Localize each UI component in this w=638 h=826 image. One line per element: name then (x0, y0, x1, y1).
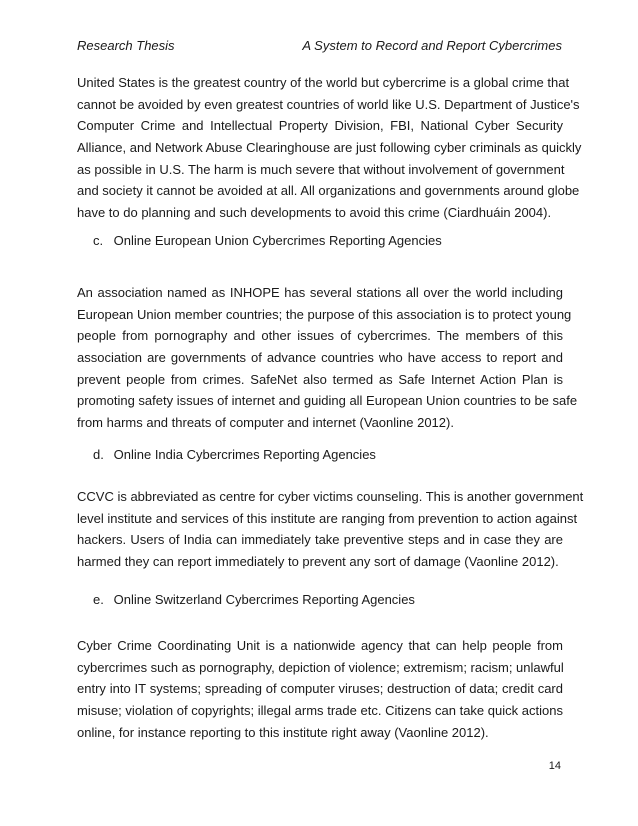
heading-text: Online India Cybercrimes Reporting Agencies (113, 447, 376, 462)
paragraph-european-union (77, 282, 578, 434)
text-line: CCVC is abbreviated as centre for cyber victims counseling. This is another government (77, 489, 584, 504)
text-line: people from pornography and other issues of cybercrimes. The members of this (77, 328, 563, 344)
text-line: level institute and services of this institute are ranging from prevention to action against (77, 510, 578, 526)
text-line: Computer Crime and Intellectual Property Division, FBI, National Cyber Security (77, 118, 563, 134)
text-line: harmed they can report immediately to prevent any sort of damage (Vaonline 2012). (77, 554, 559, 570)
text-line: European Union member countries; the purpose of this association is to protect young (77, 306, 572, 322)
list-label: c. (93, 233, 104, 248)
section-heading-e (93, 592, 415, 608)
list-label: e. (93, 592, 104, 607)
text-line: and society it cannot be avoided at all. All organizations and governments around globe (77, 183, 580, 199)
text-line: cannot be avoided by even greatest countries of world like U.S. Department of Justice's (77, 96, 580, 112)
text-line: cybercrimes such as pornography, depiction of violence; extremism; racism; unlawful (77, 659, 564, 675)
heading-text: Online Switzerland Cybercrimes Reporting Agencies (113, 592, 415, 607)
text-line: United States is the greatest country of the world but cybercrime is a global crime that (77, 75, 570, 90)
text-line: have to do planning and such developments to avoid this crime (Ciardhuáin 2004). (77, 205, 552, 221)
paragraph-india (77, 486, 584, 573)
text-line: Cyber Crime Coordinating Unit is a nationwide agency that can help people from (77, 638, 563, 653)
text-line: association are governments of advance countries who have access to report and (77, 350, 563, 366)
text-line: online, for instance reporting to this institute right away (Vaonline 2012). (77, 724, 489, 740)
text-line: misuse; violation of copyrights; illegal arms trade etc. Citizens can take quick actions (77, 703, 563, 719)
text-line: entry into IT systems; spreading of computer viruses; destruction of data; credit card (77, 681, 563, 697)
text-line: prevent people from crimes. SafeNet also termed as Safe Internet Action Plan is (77, 371, 563, 387)
list-label: d. (93, 447, 104, 462)
text-line: promoting safety issues of internet and guiding all European Union countries to be safe (77, 393, 578, 409)
text-line: as possible in U.S. The harm is much severe that without involvement of government (77, 161, 565, 177)
page-number: 14 (548, 760, 561, 772)
paragraph-united-states (77, 72, 582, 224)
text-line: Alliance, and Network Abuse Clearinghouse are just following cyber criminals as quickly (77, 140, 582, 156)
section-heading-c (93, 233, 442, 249)
text-line: hackers. Users of India can immediately take preventive steps and in case they are (77, 532, 563, 548)
text-line: from harms and threats of computer and internet (Vaonline 2012). (77, 415, 454, 431)
section-heading-d (93, 447, 376, 463)
running-header-left: Research Thesis (77, 38, 175, 53)
heading-text: Online European Union Cybercrimes Reporting Agencies (113, 233, 442, 248)
paragraph-switzerland (77, 635, 563, 743)
text-line: An association named as INHOPE has several stations all over the world including (77, 285, 563, 300)
running-header-right: A System to Record and Report Cybercrimes (302, 38, 562, 53)
